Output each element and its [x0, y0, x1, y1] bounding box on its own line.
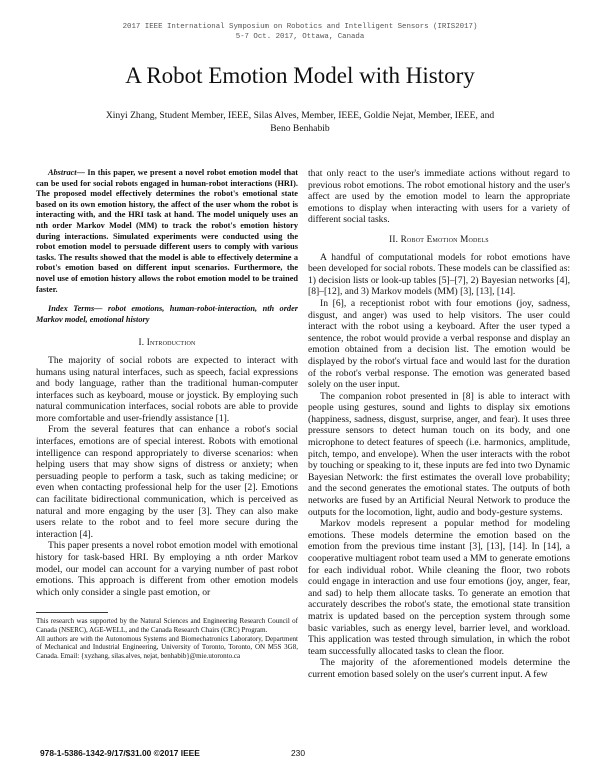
footnote-divider	[36, 612, 108, 613]
index-terms-lead: Index Terms—	[48, 304, 103, 314]
intro-paragraph-2: From the several features that can enhance a robot's social interfaces, emotions are of special interest. Robots with emotional intelligence can respond appropriately to diverse scenarios: when helping users that may show signs of distress or anxiety; when persuading people to perform a task, such as taking medicine; or even when contacting professional help for the user [2]. Emotions can facilitate bidirectional communication, which is perceived as natural and more engaging by the user [3]. They can also make users relate to the robot and to feel more secure during the interaction [4].	[36, 424, 298, 540]
isbn-footer: 978-1-5386-1342-9/17/$31.00 ©2017 IEEE	[40, 748, 200, 758]
intro-paragraph-1: The majority of social robots are expected to interact with humans using natural interfaces, such as speech, facial expressions and body language, rather than the traditional human-computer interfaces such as keyboard, mouse or joystick. By employing such natural communication interfaces, social robots are able to provide more comfortable and user-friendly assistance [1].	[36, 354, 298, 424]
conference-header	[0, 22, 600, 42]
index-terms	[36, 304, 298, 325]
section-heading-introduction: I. Introduction	[138, 337, 196, 348]
models-paragraph-2: In [6], a receptionist robot with four emotions (joy, sadness, disgust, and anger) was used to help visitors. The user could interact with the robot using a keyboard. After the user typed a sentence, the robot would provide a verbal response and display an emotion obtained from a decision list. The emotion would be displayed by the robot's virtual face and would last for the duration of the robot's verbal response. The emotion was generated based solely on the user input.	[308, 297, 570, 391]
models-paragraph-5: The majority of the aforementioned models determine the current emotion based solely on the user's current input. A few	[308, 657, 570, 680]
models-paragraph-1: A handful of computational models for robot emotions have been developed for social robots. These models can be classified as: 1) decision lists or look-up tables [5]–[7], 2) Bayesian networks [4], [8]–[12], and 3) Markov models (MM) [3], [13], [14].	[308, 251, 570, 298]
footnote-funding: This research was supported by the Natural Sciences and Engineering Research Council of Canada (NSERC), AGE-WELL, and the Canada Research Chairs (CRC) Program.	[36, 617, 298, 635]
right-column	[308, 168, 570, 681]
abstract	[36, 168, 298, 295]
index-terms-text: robot emotions, human-robot-interaction, nth order Markov model, emotional history	[36, 304, 298, 324]
author-list	[70, 110, 530, 135]
footnote-affiliation: All authors are with the Autonomous Systems and Biomechatronics Laboratory, Department of Mechanical and Industrial Engineering, University of Toronto, Toronto, ON M5S 3G8, Canada. Email: {xyzhang, silas.alves, nejat, benhabib}@mie.utoronto.ca	[36, 634, 298, 661]
left-column	[36, 168, 298, 661]
conference-dates: 5-7 Oct. 2017, Ottawa, Canada	[235, 33, 365, 41]
abstract-lead: Abstract—	[48, 168, 85, 177]
paper-title: A Robot Emotion Model with History	[125, 63, 475, 88]
models-paragraph-4: Markov models represent a popular method for modeling emotions. These models determine the emotion based on the emotion from the previous time instant [3], [13], [14]. In [14], a cooperative multiagent robot team used a MM to generate emotions for each individual robot. While cleaning the floor, two robots could engage in interaction and use four emotions (joy, anger, fear, and sad) to help them allocate tasks. To generate an emotion that accurately describes the robot's state, the emotional state transition matrix is updated based on the perception system through some basic variables, such as energy level, barrier level, and workload. This application was tested through simulation, in which the robot team successfully allocated tasks to clean the floor.	[308, 518, 570, 657]
intro-paragraph-3: This paper presents a novel robot emotion model with emotional history for task-based HRI. By employing a nth order Markov model, our model can account for a varying number of past robot emotions. This approach is different from other emotion models which only consider a single past emotion, or	[36, 540, 298, 598]
page-number: 230	[291, 748, 305, 758]
authors-line-1: Xinyi Zhang, Student Member, IEEE, Silas Alves, Member, IEEE, Goldie Nejat, Member, IEEE, and	[105, 110, 495, 121]
conference-name: 2017 IEEE International Symposium on Robotics and Intelligent Sensors (IRIS2017)	[122, 23, 478, 31]
section-heading-robot-emotion-models: II. Robot Emotion Models	[389, 233, 489, 244]
models-paragraph-3: The companion robot presented in [8] is able to interact with people using gestures, sound and lights to display six emotions (happiness, sadness, disgust, surprise, anger, and fear). It uses three pressure sensors to detect human touch on its body, and one microphone to detect features of speech (i.e. harmonics, amplitude, pitch, tempo, and envelope). When the user interacts with the robot by touching or speaking to it, these inputs are fed into two Dynamic Bayesian Network: the first estimates the overall love probability; and the second generates the emotional states. The outputs of both networks are fused by an Artificial Neural Network to produce the outputs for the locomotion, light, audio and body-gesture systems.	[308, 390, 570, 518]
abstract-text: In this paper, we present a novel robot emotion model that can be used for social robots engaged in human-robot interactions (HRI). The proposed model effectively determines the robot's emotional state based on its own emotion history, the affect of the user whom the robot is interacting with, and the HRI task at hand. The model uniquely uses an nth order Markov Model (MM) to track the robot's emotion history during interactions. Simulated experiments were conducted using the robot emotion model to persuade different users to comply with various tasks. The results showed that the model is able to effectively determine a robot's emotion based on different input scenarios. Furthermore, the novel use of emotion history allows the robot emotion model to be trained faster.	[36, 168, 299, 294]
intro-paragraph-continued: that only react to the user's immediate actions without regard to previous robot emotions. The robot emotional history and the user's affect are used by the emotion model to learn the appropriate emotions to display when interacting with users for a variety of different social tasks.	[308, 168, 570, 226]
authors-line-2: Beno Benhabib	[270, 122, 330, 134]
